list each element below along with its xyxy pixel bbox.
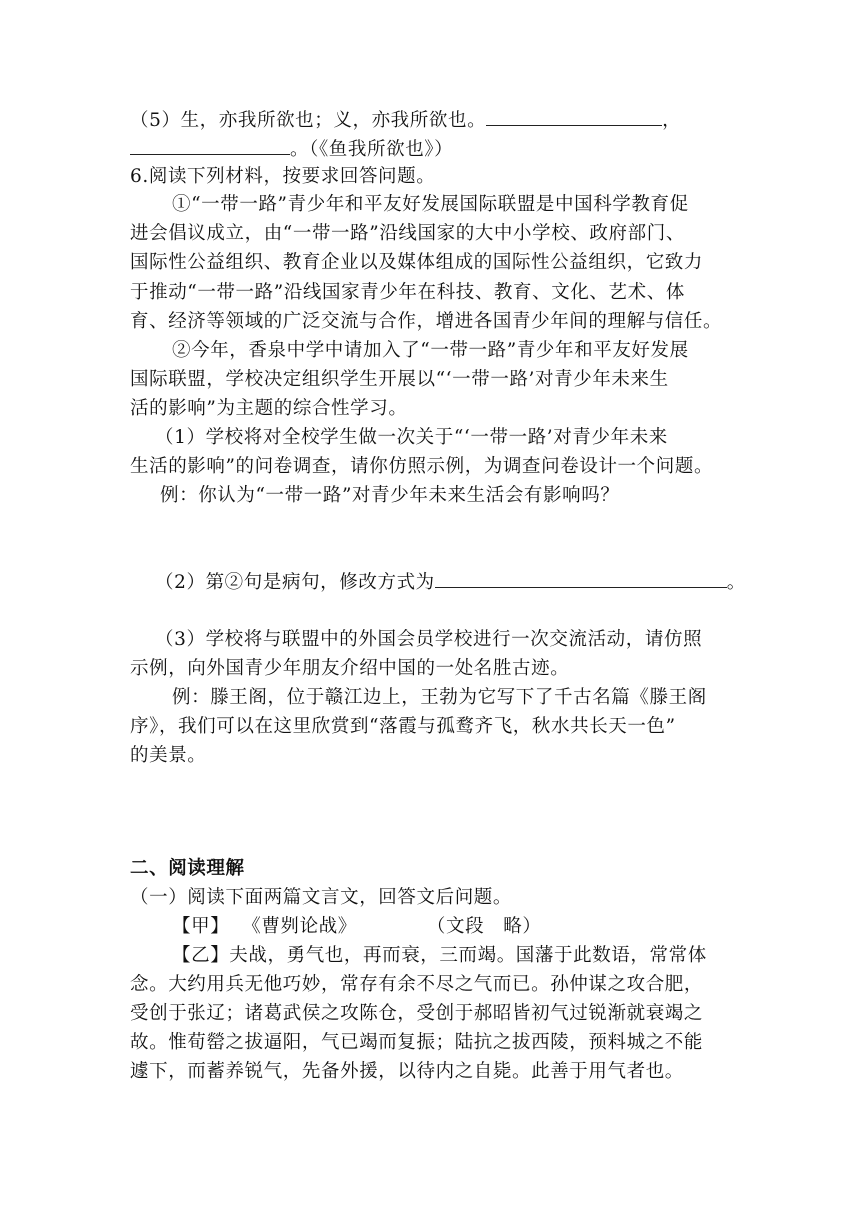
jia-note: （文段 略） [426,916,542,937]
q5-comma: ， [662,110,682,131]
q6-para2-line-2: 国际联盟，学校决定组织学生开展以“‘一带一路’对青少年未来生 [130,369,669,390]
yi-line-2: 念。大约用兵无他巧妙，常存有余不尽之气而已。孙仲谋之攻合肥， [130,974,704,995]
q5-source: 。（《鱼我所欲也》） [290,139,454,160]
q6-para2-line-3: 活的影响”为主题的综合性学习。 [130,398,408,419]
section-2-title: 二、阅读理解 [130,858,245,879]
q6-para1-line-2: 进会倡议成立，由“一带一路”沿线国家的大中小学校、政府部门、 [130,223,685,244]
q6-sub3-answer-area[interactable] [130,775,730,835]
q6-sub3-example-line-2: 序》，我们可以在这里欣赏到“落霞与孤鹜齐飞，秋水共长天一色” [130,716,676,737]
q6-sub1-answer-area[interactable] [130,515,730,565]
jia-title: 《曹刿论战》 [242,916,357,937]
q6-sub3-example-line-3: 的美景。 [130,745,207,766]
q6-para2-line-1: ②今年，香泉中学中请加入了“一带一路”青少年和平友好发展 [172,340,689,361]
q5-line-2 [130,136,860,163]
q6-sub3-line-2: 示例，向外国青少年朋友介绍中国的一处名胜古迹。 [130,658,570,679]
q5-answer-blank-1[interactable] [486,107,662,126]
q6-para1-line-5: 育、经济等领域的广泛交流与合作，增进各国青少年间的理解与信任。 [130,311,723,332]
q6-sub2-answer-blank[interactable] [435,569,727,588]
section-2-subheading: （一）阅读下面两篇文言文，回答文后问题。 [130,887,513,908]
jia-line [172,914,860,940]
q6-sub1-example: 例：你认为“一带一路”对青少年未来生活会有影响吗？ [160,485,620,506]
q6-sub3-line-1: （3）学校将与联盟中的外国会员学校进行一次交流活动，请仿照 [155,629,703,650]
q6-sub3-example-line-1: 例：滕王阁，位于赣江边上，王勃为它写下了千古名篇《滕王阁 [172,687,707,708]
jia-label: 【甲】 [172,916,230,937]
q6-sub1-line-1: （1）学校将对全校学生做一次关于“‘一带一路’对青少年未来 [155,427,668,448]
q6-sub2-prompt: （2）第②句是病句，修改方式为 [155,572,435,593]
q6-para1-line-3: 国际性公益组织、教育企业以及媒体组成的国际性公益组织，它致力 [130,252,704,273]
yi-line-1: 【乙】夫战，勇气也，再而衰，三而竭。国藩于此数语，常常体 [172,945,707,966]
q6-sub2-line: （2）第②句是病句，修改方式为 。 [155,569,860,596]
q5-answer-blank-2[interactable] [130,136,290,155]
q6-para1-line-1: ①“一带一路”青少年和平友好发展国际联盟是中国科学教育促 [172,194,689,215]
q6-para1-line-4: 于推动“一带一路”沿线国家青少年在科技、教育、文化、艺术、体 [130,282,685,303]
yi-line-3: 受创于张辽；诸葛武侯之攻陈仓，受创于郝昭皆初气过锐渐就衰竭之 [130,1003,704,1024]
q6-heading: 6.阅读下列材料，按要求回答问题。 [130,166,436,187]
q5-prompt: （5）生，亦我所欲也；义，亦我所欲也。 [130,110,487,131]
q6-sub1-line-2: 生活的影响”的问卷调查，请你仿照示例，为调查问卷设计一个问题。 [130,456,714,477]
q5-line-1 [130,107,820,134]
yi-line-5: 遽下，而蓄养锐气，先备外援，以待内之自毙。此善于用气者也。 [130,1061,684,1082]
yi-line-4: 故。惟荀罃之拔逼阳，气已竭而复振；陆抗之拔西陵，预料城之不能 [130,1032,704,1053]
